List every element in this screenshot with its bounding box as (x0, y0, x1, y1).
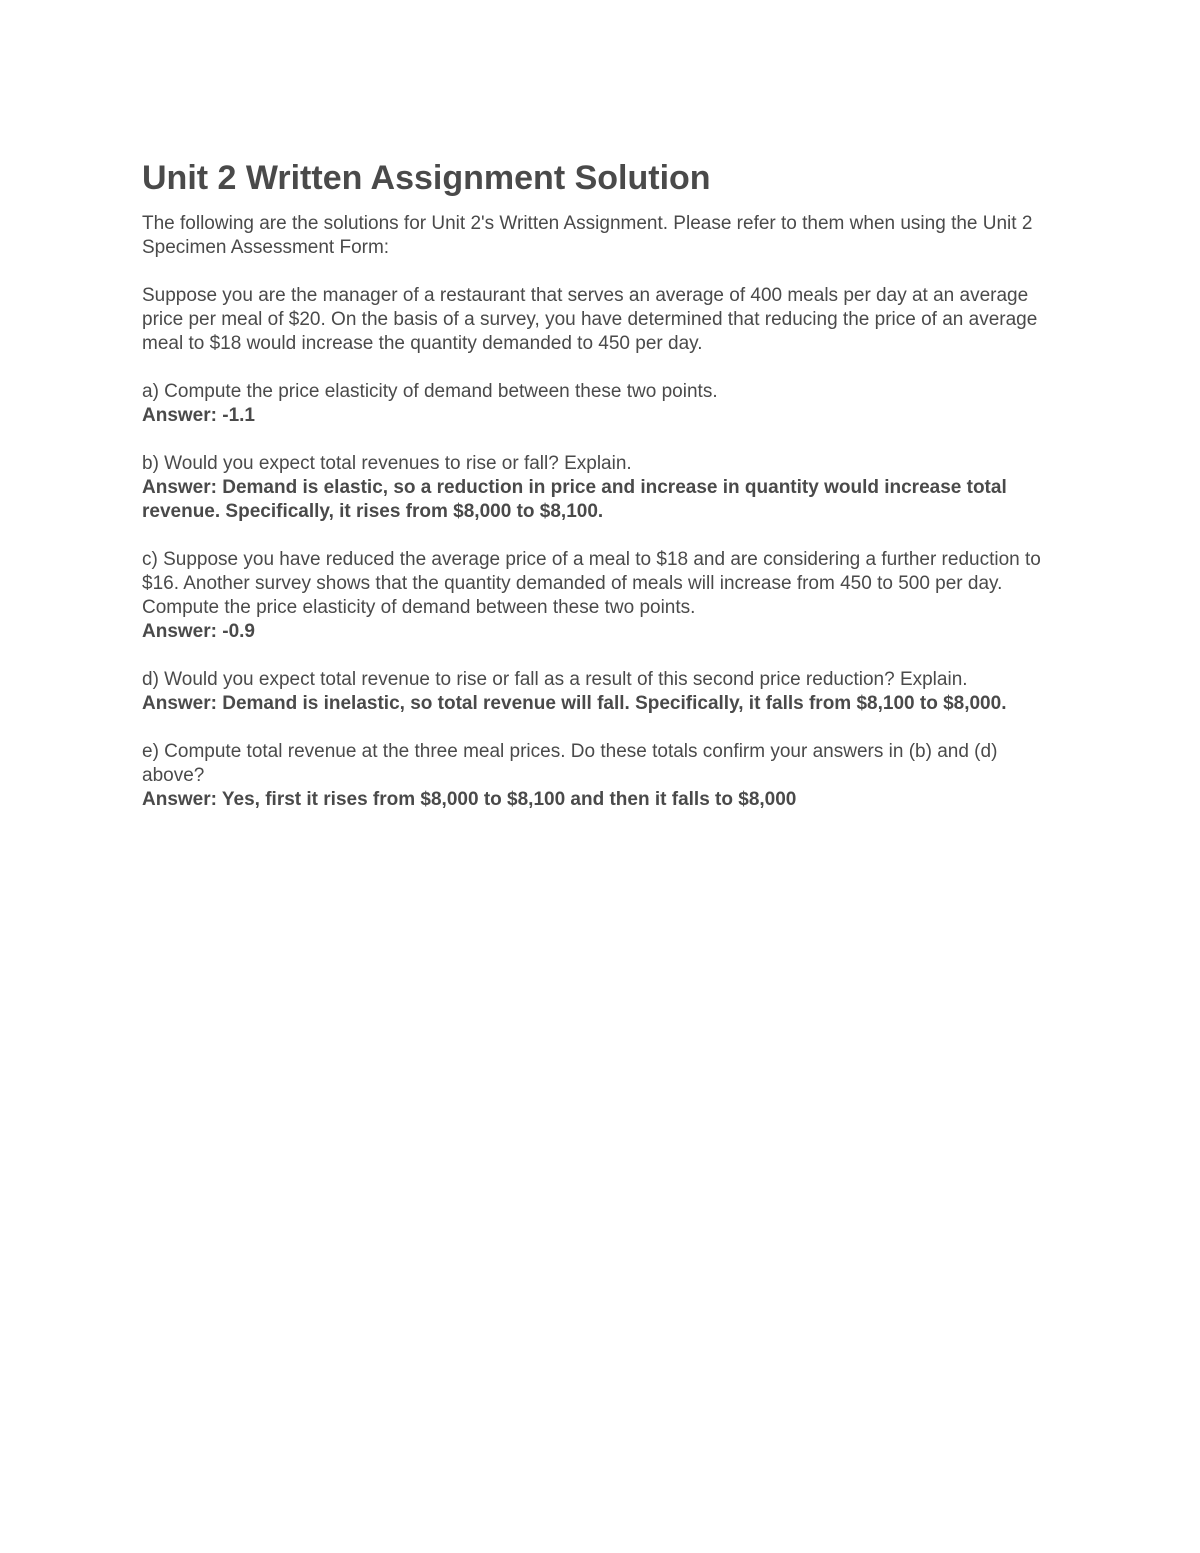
question-text: b) Would you expect total revenues to rise or fall? Explain. (142, 453, 632, 474)
document-title: Unit 2 Written Assignment Solution (142, 159, 711, 197)
scenario-paragraph: Suppose you are the manager of a restaurant that serves an average of 400 meals per day at an average price per meal of $20. On the basis of a survey, you have determined that reducing the price of an average meal to $18 would increase the quantity demanded to 450 per day. (142, 285, 1038, 354)
intro-paragraph: The following are the solutions for Unit 2's Written Assignment. Please refer to them when using the Unit 2 Specimen Assessment Form: (142, 213, 1033, 258)
question-block-b (142, 452, 1062, 524)
answer-text: Answer: Yes, first it rises from $8,000 to $8,100 and then it falls to $8,000 (142, 789, 797, 810)
answer-text: Answer: Demand is elastic, so a reduction in price and increase in quantity would increase total revenue. Specifically, it rises from $8,000 to $8,100. (142, 477, 1007, 522)
answer-text: Answer: -0.9 (142, 621, 255, 642)
question-block-d (142, 668, 1062, 716)
question-block-c (142, 548, 1062, 644)
question-text: e) Compute total revenue at the three meal prices. Do these totals confirm your answers in (b) and (d) above? (142, 741, 998, 786)
question-text: d) Would you expect total revenue to rise or fall as a result of this second price reduction? Explain. (142, 669, 968, 690)
answer-text: Answer: -1.1 (142, 405, 255, 426)
document-page (142, 150, 1062, 812)
question-block-a (142, 380, 1062, 428)
question-block-e (142, 740, 1062, 812)
question-text: a) Compute the price elasticity of demand between these two points. (142, 381, 718, 402)
answer-text: Answer: Demand is inelastic, so total revenue will fall. Specifically, it falls from $8,100 to $8,000. (142, 693, 1007, 714)
question-text: c) Suppose you have reduced the average price of a meal to $18 and are considering a further reduction to $16. Another survey shows that the quantity demanded of meals will increase from 450 to 500 per day. Compute the price elasticity of demand between these two points. (142, 549, 1041, 618)
